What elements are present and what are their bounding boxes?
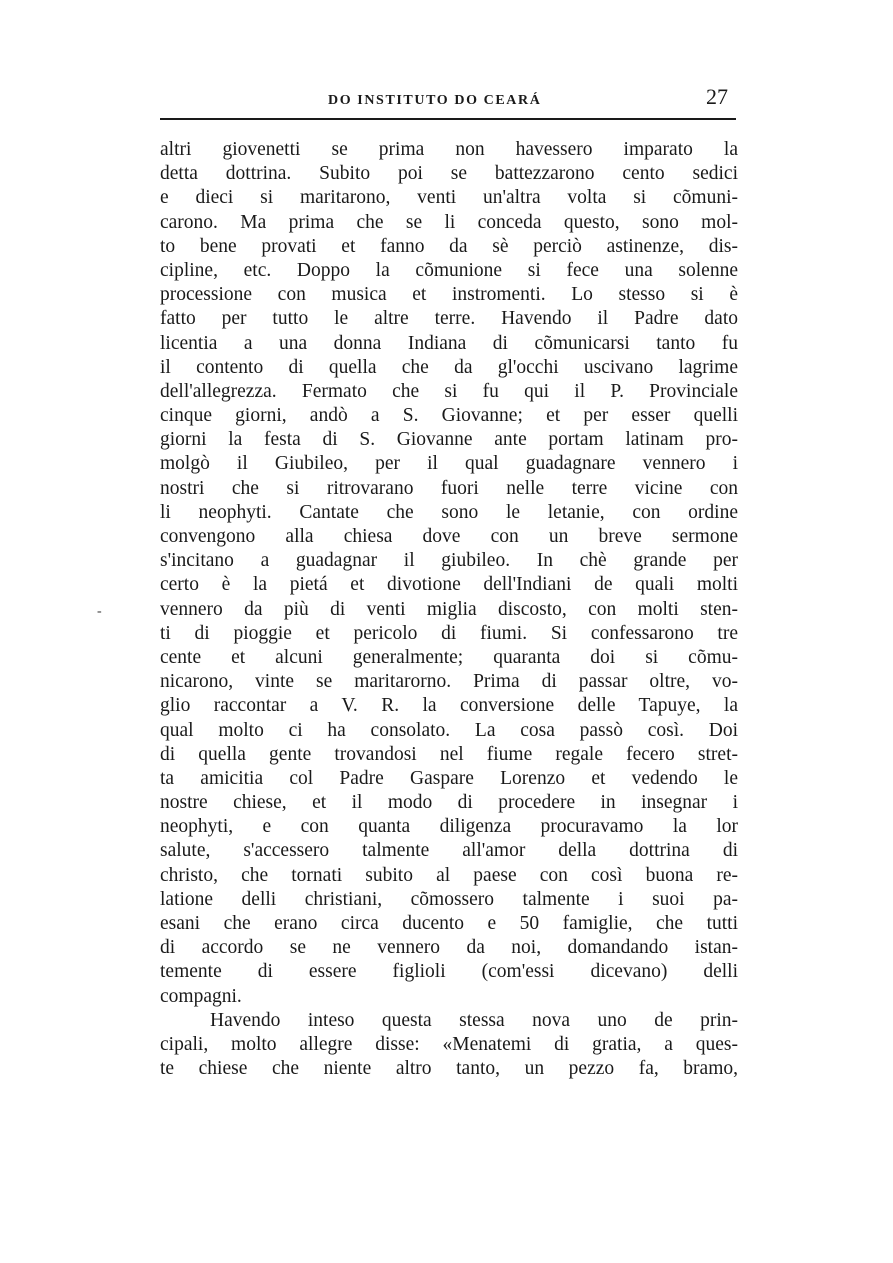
running-head: DO INSTITUTO DO CEARÁ: [328, 93, 542, 108]
body-text: [160, 138, 738, 1081]
text-line: cinque giorni, andò a S. Giovanne; et per esser quelli: [160, 405, 738, 427]
text-line: Havendo inteso questa stessa nova uno de prin-: [210, 1009, 738, 1031]
page-number: 27: [706, 84, 728, 109]
text-line: carono. Ma prima che se li conceda questo, sono mol-: [160, 211, 738, 233]
text-line: li neophyti. Cantate che sono le letanie, con ordine: [160, 501, 738, 523]
text-line: detta dottrina. Subito poi se battezzarono cento sedici: [160, 163, 738, 185]
text-line: di quella gente trovandosi nel fiume regale fecero stret-: [160, 743, 738, 765]
text-line: s'incitano a guadagnar il giubileo. In chè grande per: [160, 550, 738, 572]
text-line: cente et alcuni generalmente; quaranta doi si cõmu-: [160, 646, 738, 668]
text-line: nicarono, vinte se maritarorno. Prima di passar oltre, vo-: [160, 671, 738, 693]
text-line: glio raccontar a V. R. la conversione delle Tapuye, la: [160, 695, 738, 717]
text-line: molgò il Giubileo, per il qual guadagnare vennero i: [160, 453, 738, 475]
text-line: fatto per tutto le altre terre. Havendo il Padre dato: [160, 308, 738, 330]
text-line: il contento di quella che da gl'occhi uscivano lagrime: [160, 356, 738, 378]
text-line: giorni la festa di S. Giovanne ante portam latinam pro-: [160, 429, 738, 451]
text-line: to bene provati et fanno da sè perciò astinenze, dis-: [160, 235, 738, 257]
page-header: [158, 84, 738, 114]
text-line: convengono alla chiesa dove con un breve sermone: [160, 526, 738, 547]
text-line: e dieci si maritarono, venti un'altra volta si cõmuni-: [160, 187, 738, 209]
text-line: vennero da più di venti miglia discosto, con molti sten-: [160, 598, 738, 620]
text-line: licentia a una donna Indiana di cõmunicarsi tanto fu: [160, 332, 738, 354]
margin-mark: -: [97, 604, 102, 619]
text-line: di accordo se ne vennero da noi, domandando istan-: [160, 937, 738, 959]
text-line: ta amicitia col Padre Gaspare Lorenzo et vedendo le: [160, 767, 738, 789]
text-line: cipline, etc. Doppo la cõmunione si fece una solenne: [160, 259, 738, 281]
text-line: te chiese che niente altro tanto, un pezzo fa, bramo,: [160, 1058, 738, 1080]
text-line: temente di essere figlioli (com'essi dicevano) delli: [160, 961, 738, 983]
text-line: esani che erano circa ducento e 50 famiglie, che tutti: [160, 913, 738, 934]
text-line: processione con musica et instromenti. Lo stesso si è: [160, 284, 738, 306]
text-line: christo, che tornati subito al paese con così buona re-: [160, 864, 738, 886]
text-line: nostre chiese, et il modo di procedere in insegnar i: [160, 792, 738, 814]
header-rule: [160, 118, 736, 120]
text-line: salute, s'accessero talmente all'amor della dottrina di: [160, 840, 738, 862]
text-line: qual molto ci ha consolato. La cosa passò così. Doi: [160, 719, 738, 741]
text-line: ti di pioggie et pericolo di fiumi. Si confessarono tre: [160, 622, 738, 644]
text-line: nostri che si ritrovarano fuori nelle terre vicine con: [160, 477, 738, 499]
text-line: altri giovenetti se prima non havessero imparato la: [160, 139, 738, 160]
text-line: dell'allegrezza. Fermato che si fu qui il P. Provinciale: [160, 380, 738, 402]
text-line: neophyti, e con quanta diligenza procuravamo la lor: [160, 816, 738, 838]
text-line: compagni.: [160, 985, 242, 1007]
text-line: latione delli christiani, cõmossero talmente i suoi pa-: [160, 888, 738, 910]
text-line: certo è la pietá et divotione dell'Indiani de quali molti: [160, 574, 738, 596]
text-line: cipali, molto allegre disse: «Menatemi di gratia, a ques-: [160, 1033, 738, 1055]
